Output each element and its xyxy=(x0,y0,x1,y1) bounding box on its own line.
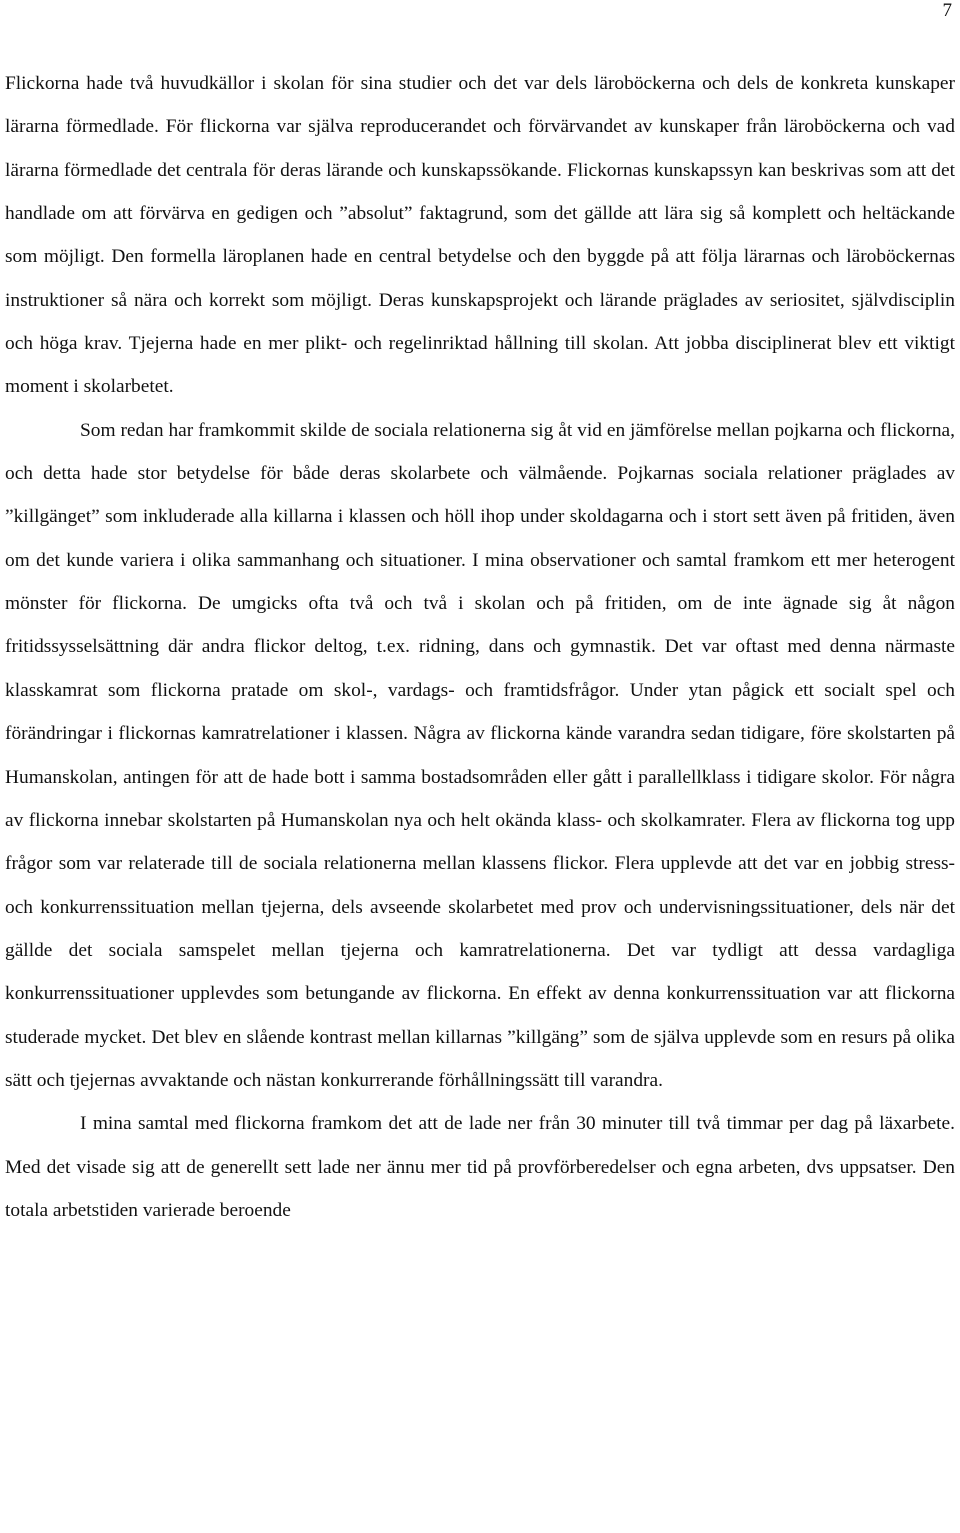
paragraph-social-relations: Som redan har framkommit skilde de sociala relationerna sig åt vid en jämförelse mellan pojkarna och flickorna, och detta hade stor betydelse för både deras skolarbete och välmående. Pojkarnas sociala relationer präglades av ”killgänget” som inkluderade alla killarna i klassen och höll ihop under skoldagarna och i stort sett även på fritiden, även om det kunde variera i olika sammanhang och situationer. I mina observationer och samtal framkom ett mer heterogent mönster för flickorna. De umgicks ofta två och två i skolan och på fritiden, om de inte ägnade sig åt någon fritidssysselsättning där andra flickor deltog, t.ex. ridning, dans och gymnastik. Det var oftast med denna närmaste klasskamrat som flickorna pratade om skol-, vardags- och framtidsfrågor. Under ytan pågick ett socialt spel och förändringar i flickornas kamratrelationer i klassen. Några av flickorna kände varandra sedan tidigare, före skolstarten på Humanskolan, antingen för att de hade bott i samma bostadsområden eller gått i parallellklass i tidigare skolor. För några av flickorna innebar skolstarten på Humanskolan nya och helt okända klass- och skolkamrater. Flera av flickorna tog upp frågor som var relaterade till de sociala relationerna mellan klassens flickor. Flera upplevde att det var en jobbig stress- och konkurrenssituation mellan tjejerna, dels avseende skolarbetet med prov och undervisningssituationer, dels när det gällde det sociala samspelet mellan tjejerna och kamratrelationerna. Det var tydligt att dessa vardagliga konkurrenssituationer upplevdes som betungande av flickorna. En effekt av denna konkurrenssituation var att flickorna studerade mycket. Det blev en slående kontrast mellan killarnas ”killgäng” som de själva upplevde som en resurs på olika sätt och tjejernas avvaktande och nästan konkurrerande förhållningssätt till varandra. xyxy=(5,419,955,1091)
paragraph-study-sources: Flickorna hade två huvudkällor i skolan för sina studier och det var dels läroböckerna och dels de konkreta kunskaper lärarna förmedlade. För flickorna var själva reproducerandet och förvärvandet av kunskaper från läroböckerna och vad lärarna förmedlade det centrala för deras lärande och kunskapssökande. Flickornas kunskapssyn kan beskrivas som att det handlade om att förvärva en gedigen och ”absolut” faktagrund, som det gällde att lära sig så komplett och heltäckande som möjligt. Den formella läroplanen hade en central betydelse och den byggde på att följa lärarnas och läroböckernas instruktioner så nära och korrekt som möjligt. Deras kunskapsprojekt och lärande präglades av seriositet, självdisciplin och höga krav. Tjejerna hade en mer plikt- och regelinriktad hållning till skolan. Att jobba disciplinerat blev ett viktigt moment i skolarbetet. xyxy=(5,73,955,398)
paragraph-homework-time: I mina samtal med flickorna framkom det att de lade ner från 30 minuter till två timmar per dag på läxarbete. Med det visade sig att de generellt sett lade ner ännu mer tid på provförberedelser och egna arbeten, dvs uppsatser. Den totala arbetstiden varierade beroende xyxy=(5,1113,955,1221)
document-body xyxy=(5,62,955,1232)
page-number: 7 xyxy=(942,0,952,21)
